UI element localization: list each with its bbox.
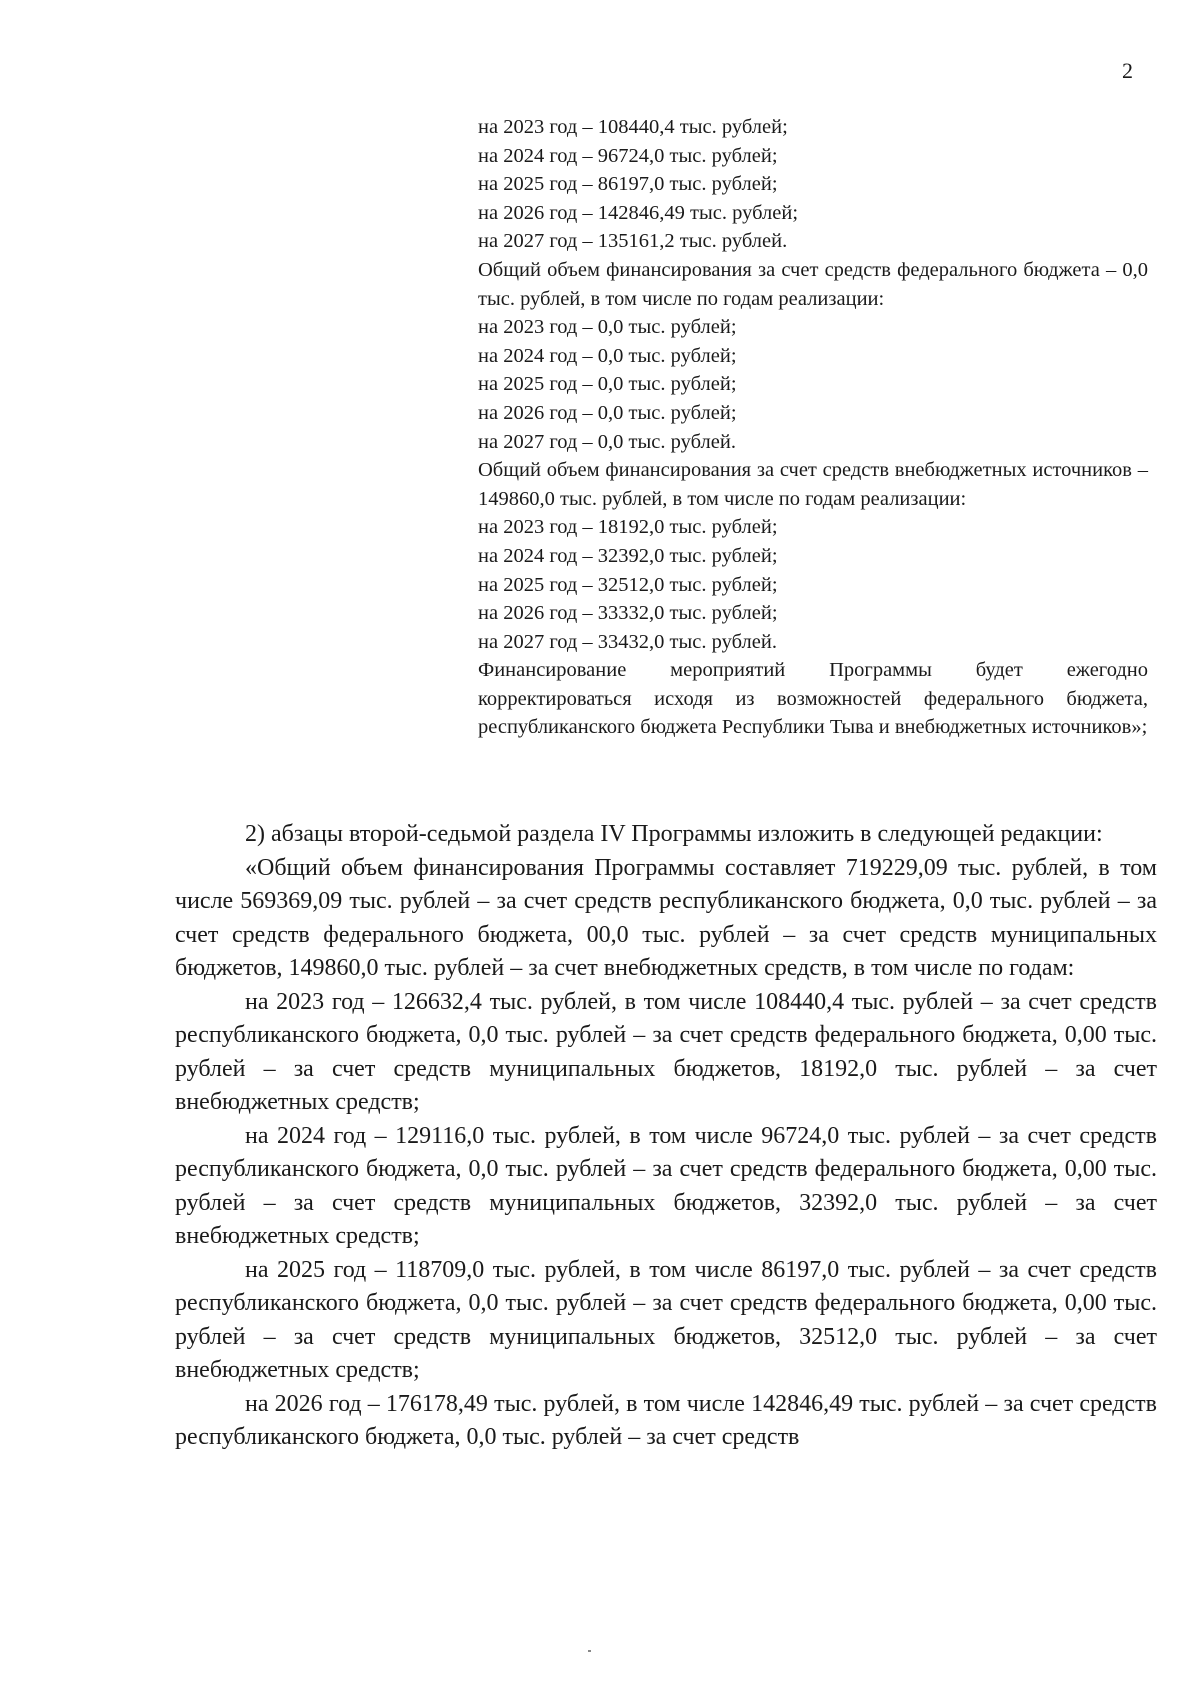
- year-line: на 2027 год – 33432,0 тыс. рублей.: [478, 630, 777, 653]
- funding-adjustment-paragraph: Финансирование мероприятий Программы будет ежегодно корректироваться исходя из возможностей федерального бюджета, республиканского бюджета Республики Тыва и внебюджетных источников»;: [478, 659, 1148, 739]
- year-line: на 2024 год – 96724,0 тыс. рублей;: [478, 144, 778, 167]
- year-line: на 2024 год – 32392,0 тыс. рублей;: [478, 544, 778, 567]
- amendment-item-paragraph: 2) абзацы второй-седьмой раздела IV Программы изложить в следующей редакции:: [245, 821, 1103, 847]
- year-line: на 2023 год – 108440,4 тыс. рублей;: [478, 116, 788, 138]
- year-line: на 2026 год – 33332,0 тыс. рублей;: [478, 602, 778, 625]
- year-line: на 2025 год – 86197,0 тыс. рублей;: [478, 173, 778, 196]
- year-line: на 2025 год – 32512,0 тыс. рублей;: [478, 573, 778, 596]
- main-text-block: [175, 818, 1157, 1455]
- year-funding-paragraph: на 2024 год – 129116,0 тыс. рублей, в том числе 96724,0 тыс. рублей – за счет средств республиканского бюджета, 0,0 тыс. рублей – за счет средств федерального бюджета, 0,00 тыс. рублей – за счет средств муниципальных бюджетов, 32392,0 тыс. рублей – за счет внебюджетных средств;: [175, 1122, 1157, 1249]
- page-number: 2: [1122, 58, 1133, 83]
- year-funding-paragraph: на 2025 год – 118709,0 тыс. рублей, в том числе 86197,0 тыс. рублей – за счет средств республиканского бюджета, 0,0 тыс. рублей – за счет средств федерального бюджета, 0,00 тыс. рублей – за счет средств муниципальных бюджетов, 32512,0 тыс. рублей – за счет внебюджетных средств;: [175, 1256, 1157, 1383]
- year-line: на 2027 год – 135161,2 тыс. рублей.: [478, 230, 788, 253]
- year-line: на 2023 год – 18192,0 тыс. рублей;: [478, 516, 778, 539]
- year-line: на 2024 год – 0,0 тыс. рублей;: [478, 344, 737, 367]
- scan-speck: [588, 1650, 591, 1652]
- year-funding-paragraph: на 2026 год – 176178,49 тыс. рублей, в том числе 142846,49 тыс. рублей – за счет средств республиканского бюджета, 0,0 тыс. рублей – за счет средств: [175, 1390, 1157, 1450]
- year-line: на 2025 год – 0,0 тыс. рублей;: [478, 373, 737, 396]
- year-funding-paragraph: на 2023 год – 126632,4 тыс. рублей, в том числе 108440,4 тыс. рублей – за счет средств республиканского бюджета, 0,0 тыс. рублей – за счет средств федерального бюджета, 0,00 тыс. рублей – за счет средств муниципальных бюджетов, 18192,0 тыс. рублей – за счет внебюджетных средств;: [175, 988, 1157, 1115]
- total-funding-paragraph: «Общий объем финансирования Программы составляет 719229,09 тыс. рублей, в том числе 569369,09 тыс. рублей – за счет средств республиканского бюджета, 0,0 тыс. рублей – за счет средств федерального бюджета, 00,0 тыс. рублей – за счет средств муниципальных бюджетов, 149860,0 тыс. рублей – за счет внебюджетных средств, в том числе по годам:: [175, 854, 1157, 981]
- year-line: на 2027 год – 0,0 тыс. рублей.: [478, 430, 736, 453]
- federal-funding-paragraph: Общий объем финансирования за счет средств федерального бюджета – 0,0 тыс. рублей, в том числе по годам реализации:: [478, 258, 1148, 310]
- extrabudgetary-funding-paragraph: Общий объем финансирования за счет средств внебюджетных источников – 149860,0 тыс. рублей, в том числе по годам реализации:: [478, 459, 1148, 510]
- year-line: на 2026 год – 142846,49 тыс. рублей;: [478, 201, 799, 224]
- year-line: на 2023 год – 0,0 тыс. рублей;: [478, 316, 737, 339]
- year-line: на 2026 год – 0,0 тыс. рублей;: [478, 401, 737, 424]
- funding-details-block: [478, 113, 1148, 742]
